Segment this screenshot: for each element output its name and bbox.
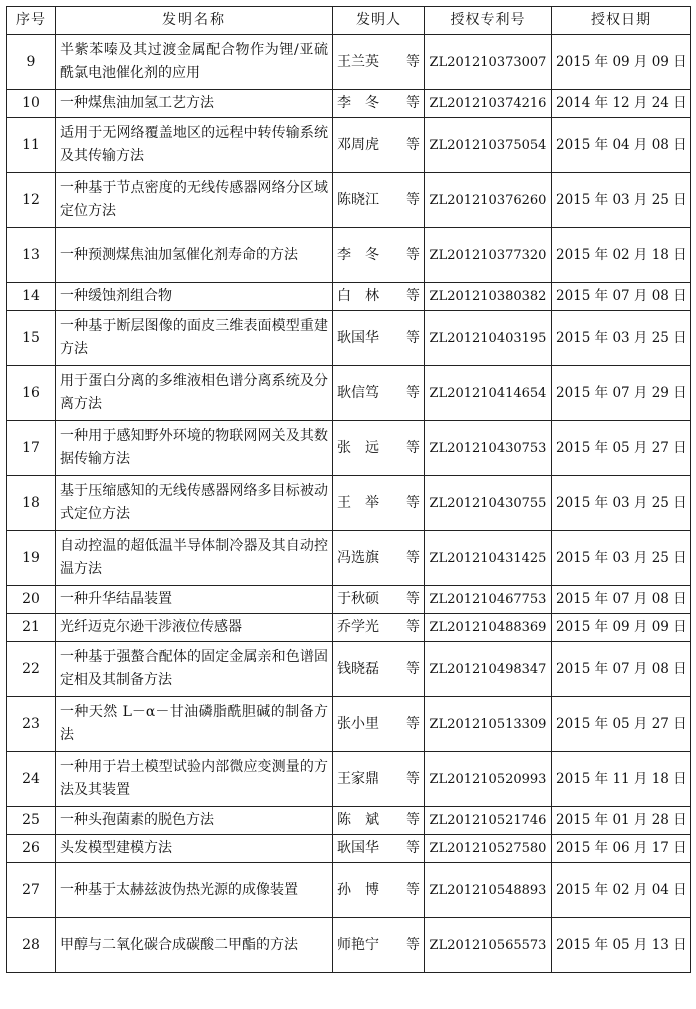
header-inventor: 发明人 [333,7,425,35]
table-row [7,476,691,531]
inventor-suffix: 等 [406,288,420,304]
inventor-suffix: 等 [406,53,420,70]
inventor-suffix: 等 [406,191,420,208]
row-no: 12 [7,173,56,228]
grant-date: 2015 年 07 月 29 日 [552,366,691,421]
inventor-cell [333,807,425,835]
patent-number: ZL201210548893 [425,863,552,918]
invention-name: 一种升华结晶装置 [56,586,333,614]
invention-name: 一种天然 L－α－甘油磷脂酰胆碱的制备方法 [56,697,333,752]
patent-number: ZL201210430753 [425,421,552,476]
patent-number: ZL201210488369 [425,614,552,642]
invention-name: 一种头孢菌素的脱色方法 [56,807,333,835]
invention-name: 适用于无网络覆盖地区的远程中转传输系统及其传输方法 [56,118,333,173]
patent-number: ZL201210377320 [425,228,552,283]
inventor-cell [333,421,425,476]
patent-number: ZL201210467753 [425,586,552,614]
inventor-suffix: 等 [406,936,420,953]
patent-number: ZL201210527580 [425,835,552,863]
row-no: 22 [7,642,56,697]
inventor-name: 耿国华 [337,840,379,856]
grant-date: 2015 年 07 月 08 日 [552,586,691,614]
invention-name: 一种基于断层图像的面皮三维表面模型重建方法 [56,311,333,366]
row-no: 23 [7,697,56,752]
inventor-suffix: 等 [406,591,420,607]
invention-name: 一种用于感知野外环境的物联网网关及其数据传输方法 [56,421,333,476]
grant-date: 2015 年 09 月 09 日 [552,35,691,90]
table-row [7,752,691,807]
inventor-cell [333,752,425,807]
inventor-cell [333,835,425,863]
patent-number: ZL201210431425 [425,531,552,586]
inventor-name: 白 林 [337,288,379,304]
inventor-cell [333,697,425,752]
grant-date: 2015 年 05 月 27 日 [552,421,691,476]
inventor-name: 邓周虎 [337,136,379,153]
grant-date: 2015 年 06 月 17 日 [552,835,691,863]
inventor-suffix: 等 [406,660,420,677]
inventor-suffix: 等 [406,494,420,511]
table-row [7,531,691,586]
header-name: 发明名称 [56,7,333,35]
inventor-cell [333,35,425,90]
table-row [7,173,691,228]
row-no: 19 [7,531,56,586]
row-no: 17 [7,421,56,476]
grant-date: 2014 年 12 月 24 日 [552,90,691,118]
inventor-name: 耿国华 [337,329,379,346]
patent-number: ZL201210374216 [425,90,552,118]
inventor-cell [333,863,425,918]
patent-number: ZL201210373007 [425,35,552,90]
inventor-suffix: 等 [406,439,420,456]
inventor-cell [333,311,425,366]
table-row [7,807,691,835]
row-no: 26 [7,835,56,863]
invention-name: 一种基于节点密度的无线传感器网络分区域定位方法 [56,173,333,228]
row-no: 25 [7,807,56,835]
invention-name: 一种基于太赫兹波伪热光源的成像装置 [56,863,333,918]
table-row [7,835,691,863]
inventor-suffix: 等 [406,840,420,856]
patent-number: ZL201210376260 [425,173,552,228]
grant-date: 2015 年 11 月 18 日 [552,752,691,807]
inventor-name: 冯选旗 [337,549,379,566]
inventor-name: 乔学光 [337,619,379,635]
inventor-cell [333,228,425,283]
row-no: 15 [7,311,56,366]
inventor-suffix: 等 [406,246,420,263]
patent-number: ZL201210380382 [425,283,552,311]
row-no: 18 [7,476,56,531]
table-row [7,586,691,614]
inventor-cell [333,476,425,531]
row-no: 14 [7,283,56,311]
table-row [7,283,691,311]
inventor-cell [333,366,425,421]
row-no: 21 [7,614,56,642]
inventor-cell [333,531,425,586]
grant-date: 2015 年 04 月 08 日 [552,118,691,173]
grant-date: 2015 年 05 月 27 日 [552,697,691,752]
grant-date: 2015 年 03 月 25 日 [552,173,691,228]
table-row [7,918,691,973]
table-row [7,228,691,283]
grant-date: 2015 年 03 月 25 日 [552,531,691,586]
grant-date: 2015 年 01 月 28 日 [552,807,691,835]
invention-name: 一种预测煤焦油加氢催化剂寿命的方法 [56,228,333,283]
inventor-cell [333,173,425,228]
inventor-cell [333,283,425,311]
grant-date: 2015 年 09 月 09 日 [552,614,691,642]
inventor-name: 王兰英 [337,53,379,70]
patent-number: ZL201210403195 [425,311,552,366]
patent-number: ZL201210513309 [425,697,552,752]
inventor-name: 钱晓磊 [337,660,379,677]
inventor-cell [333,118,425,173]
grant-date: 2015 年 07 月 08 日 [552,642,691,697]
inventor-suffix: 等 [406,329,420,346]
inventor-name: 李 冬 [337,246,379,263]
inventor-suffix: 等 [406,715,420,732]
inventor-suffix: 等 [406,136,420,153]
header-row [7,7,691,35]
table-row [7,697,691,752]
table-row [7,118,691,173]
grant-date: 2015 年 03 月 25 日 [552,476,691,531]
inventor-suffix: 等 [406,619,420,635]
grant-date: 2015 年 07 月 08 日 [552,283,691,311]
grant-date: 2015 年 05 月 13 日 [552,918,691,973]
row-no: 20 [7,586,56,614]
patent-number: ZL201210498347 [425,642,552,697]
patent-number: ZL201210414654 [425,366,552,421]
header-no: 序号 [7,7,56,35]
row-no: 27 [7,863,56,918]
row-no: 11 [7,118,56,173]
invention-name: 一种基于强螯合配体的固定金属亲和色谱固定相及其制备方法 [56,642,333,697]
inventor-suffix: 等 [406,812,420,828]
patent-table [6,6,691,973]
patent-number: ZL201210375054 [425,118,552,173]
row-no: 9 [7,35,56,90]
inventor-suffix: 等 [406,549,420,566]
row-no: 28 [7,918,56,973]
invention-name: 用于蛋白分离的多维液相色谱分离系统及分离方法 [56,366,333,421]
inventor-name: 陈晓江 [337,191,379,208]
invention-name: 一种煤焦油加氢工艺方法 [56,90,333,118]
inventor-name: 耿信笃 [337,384,379,401]
inventor-suffix: 等 [406,95,420,111]
grant-date: 2015 年 02 月 18 日 [552,228,691,283]
patent-number: ZL201210430755 [425,476,552,531]
table-row [7,90,691,118]
row-no: 16 [7,366,56,421]
inventor-name: 王家鼎 [337,770,379,787]
table-row [7,642,691,697]
row-no: 10 [7,90,56,118]
invention-name: 甲醇与二氧化碳合成碳酸二甲酯的方法 [56,918,333,973]
inventor-name: 李 冬 [337,95,379,111]
inventor-cell [333,90,425,118]
row-no: 13 [7,228,56,283]
table-row [7,366,691,421]
inventor-name: 王 举 [337,494,379,511]
inventor-name: 张小里 [337,715,379,732]
invention-name: 光纤迈克尔逊干涉液位传感器 [56,614,333,642]
inventor-name: 孙 博 [337,881,379,898]
invention-name: 基于压缩感知的无线传感器网络多目标被动式定位方法 [56,476,333,531]
invention-name: 半紫苯嗪及其过渡金属配合物作为锂/亚硫酰氯电池催化剂的应用 [56,35,333,90]
table-row [7,614,691,642]
inventor-name: 于秋硕 [337,591,379,607]
inventor-name: 陈 斌 [337,812,379,828]
inventor-cell [333,614,425,642]
invention-name: 头发模型建模方法 [56,835,333,863]
table-row [7,421,691,476]
header-patent: 授权专利号 [425,7,552,35]
invention-name: 一种缓蚀剂组合物 [56,283,333,311]
inventor-suffix: 等 [406,770,420,787]
table-row [7,35,691,90]
patent-number: ZL201210565573 [425,918,552,973]
inventor-name: 师艳宁 [337,936,379,953]
inventor-cell [333,918,425,973]
inventor-name: 张 远 [337,439,379,456]
inventor-cell [333,642,425,697]
inventor-cell [333,586,425,614]
patent-number: ZL201210520993 [425,752,552,807]
header-date: 授权日期 [552,7,691,35]
table-row [7,863,691,918]
invention-name: 自动控温的超低温半导体制冷器及其自动控温方法 [56,531,333,586]
grant-date: 2015 年 02 月 04 日 [552,863,691,918]
inventor-suffix: 等 [406,881,420,898]
grant-date: 2015 年 03 月 25 日 [552,311,691,366]
inventor-suffix: 等 [406,384,420,401]
invention-name: 一种用于岩土模型试验内部微应变测量的方法及其装置 [56,752,333,807]
patent-number: ZL201210521746 [425,807,552,835]
row-no: 24 [7,752,56,807]
table-row [7,311,691,366]
